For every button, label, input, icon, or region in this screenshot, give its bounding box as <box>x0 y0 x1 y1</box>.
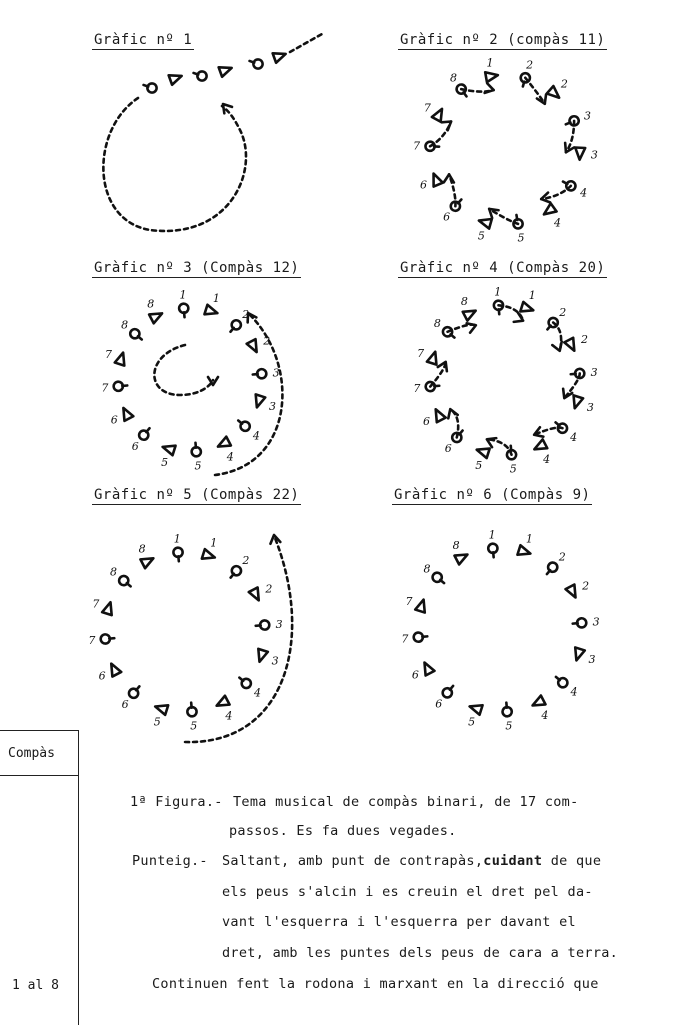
dancer-circle-icon <box>449 196 465 212</box>
dancer-circle-icon <box>142 81 158 94</box>
dancer-circle-icon <box>137 425 153 441</box>
dancer-number-label: 3 <box>587 401 594 414</box>
dancer-circle-icon <box>127 683 143 699</box>
dancer-triangle-icon <box>572 647 585 661</box>
dancer-triangle-icon <box>154 702 168 715</box>
dancer-number-label: 4 <box>569 431 577 444</box>
dancer-number-label: 7 <box>401 632 408 645</box>
graphic-3-diagram <box>85 285 315 485</box>
graphic-5-diagram <box>85 520 315 750</box>
dancer-triangle-icon <box>420 660 434 675</box>
dancer-circle-icon <box>227 564 243 580</box>
dancer-triangle-icon <box>216 437 231 451</box>
dancer-number-label: 8 <box>110 566 117 579</box>
graphic-1-diagram <box>90 20 340 250</box>
measure-column-header: Compàs <box>8 746 55 761</box>
dancer-triangle-icon <box>575 147 586 159</box>
dancer-circle-icon <box>441 683 457 699</box>
dancer-number-label: 8 <box>423 562 430 575</box>
arrowhead-icon <box>514 313 525 325</box>
dancer-number-label: 6 <box>445 442 452 455</box>
dancer-triangle-icon <box>107 661 121 676</box>
dancer-triangle-icon <box>429 172 443 187</box>
dancer-number-label: 6 <box>420 179 427 192</box>
dancer-number-label: 5 <box>190 720 197 733</box>
dancer-number-label: 1 <box>210 536 217 549</box>
dancer-triangle-icon <box>517 545 531 558</box>
dancer-circle-icon <box>543 561 559 577</box>
punteig-line-4: dret, amb les puntes dels peus de cara a terra. <box>222 945 618 961</box>
dancer-number-label: 6 <box>122 698 129 711</box>
dancer-circle-icon <box>248 57 264 70</box>
dancer-circle-icon <box>570 368 584 378</box>
dancer-triangle-icon <box>431 407 445 422</box>
dancer-circle-icon <box>255 620 269 630</box>
dancer-number-label: 5 <box>517 232 524 245</box>
dancer-number-label: 3 <box>269 400 276 413</box>
dancer-circle-icon <box>455 83 470 99</box>
dancer-triangle-icon <box>169 71 184 85</box>
dancer-circle-icon <box>512 214 523 229</box>
dancer-number-label: 6 <box>443 211 450 224</box>
measure-column-divider <box>0 775 78 776</box>
dancer-triangle-icon <box>149 309 164 323</box>
dancer-number-label: 6 <box>111 414 118 427</box>
punteig-line-1-a: Saltant, amb punt de contrapàs, <box>222 853 483 869</box>
dancer-number-label: 4 <box>540 709 548 722</box>
dancer-number-label: 5 <box>475 459 482 472</box>
dancer-circle-icon <box>518 72 531 88</box>
dancer-number-label: 5 <box>510 463 517 476</box>
dancer-number-label: 7 <box>424 101 431 114</box>
dancer-number-label: 4 <box>553 216 561 229</box>
dancer-triangle-icon <box>115 351 128 365</box>
dancer-number-label: 5 <box>478 230 485 243</box>
dancer-circle-icon <box>113 381 127 391</box>
punteig-line-1-c: de que <box>542 853 601 869</box>
graphic-4-diagram <box>395 285 615 485</box>
dancer-number-label: 3 <box>591 148 598 161</box>
dancer-number-label: 2 <box>581 580 589 593</box>
dancer-number-label: 3 <box>591 366 598 379</box>
dancer-triangle-icon <box>102 601 115 615</box>
dancer-number-label: 8 <box>453 539 460 552</box>
dancer-number-label: 1 <box>489 528 496 541</box>
dancer-number-label: 8 <box>139 543 146 556</box>
dancer-triangle-icon <box>530 696 545 710</box>
dancer-circle-icon <box>502 702 512 716</box>
dancer-number-label: 5 <box>154 716 161 729</box>
dancer-triangle-icon <box>204 305 218 318</box>
punteig-line-3: vant l'esquerra i l'esquerra per davant el <box>222 914 576 930</box>
dancer-number-label: 4 <box>252 429 260 442</box>
dancer-number-label: 4 <box>224 709 232 722</box>
spiral-out-path <box>185 538 292 742</box>
figure-description-line-2: passos. Es fa dues vegades. <box>229 823 457 839</box>
graphic-4-title: Gràfic nº 4 (Compàs 20) <box>398 260 607 278</box>
dancer-number-label: 5 <box>505 720 512 733</box>
dancer-triangle-icon <box>475 445 489 458</box>
dancer-number-label: 1 <box>526 532 533 545</box>
dancer-number-label: 2 <box>525 58 533 71</box>
punteig-label: Punteig.- <box>132 853 208 869</box>
dancer-circle-icon <box>187 702 197 716</box>
figure-label: 1ª Figura.- <box>130 794 223 810</box>
dancer-number-label: 8 <box>121 319 128 332</box>
dancer-number-label: 3 <box>272 654 279 667</box>
dancer-number-label: 2 <box>262 334 270 347</box>
dancer-triangle-icon <box>532 439 547 453</box>
dancer-circle-icon <box>413 632 427 642</box>
dancer-triangle-icon <box>570 395 583 409</box>
dancer-circle-icon <box>192 69 208 82</box>
arrowhead-icon <box>485 83 495 95</box>
outer-spiral-path <box>215 315 282 475</box>
dancer-number-label: 2 <box>241 554 249 567</box>
dancer-circle-icon <box>235 417 251 433</box>
dancer-number-label: 6 <box>132 440 139 453</box>
dancer-circle-icon <box>128 327 144 343</box>
measure-range: 1 al 8 <box>12 978 59 993</box>
dancer-number-label: 2 <box>580 333 588 346</box>
dancer-circle-icon <box>564 115 580 129</box>
dancer-circle-icon <box>572 618 586 628</box>
arrowhead-icon <box>219 101 232 114</box>
dancer-number-label: 1 <box>180 288 187 301</box>
dancer-triangle-icon <box>566 585 580 600</box>
dancer-triangle-icon <box>255 649 268 663</box>
dancer-circle-icon <box>252 369 266 379</box>
arrowhead-icon <box>552 342 564 353</box>
dancer-triangle-icon <box>415 598 428 612</box>
dancer-number-label: 1 <box>529 289 536 302</box>
dancer-circle-icon <box>227 318 243 334</box>
graphic-5-title: Gràfic nº 5 (Compàs 22) <box>92 487 301 505</box>
dancer-number-label: 7 <box>101 381 108 394</box>
dancer-number-label: 3 <box>589 653 596 666</box>
dancer-circle-icon <box>544 316 560 332</box>
dancer-number-label: 2 <box>558 306 566 319</box>
dancer-number-label: 3 <box>593 616 600 629</box>
entry-dotted-line <box>290 34 322 52</box>
dancer-number-label: 7 <box>413 382 420 395</box>
dancer-circle-icon <box>431 571 447 587</box>
dancer-number-label: 8 <box>450 72 457 85</box>
dancer-number-label: 1 <box>174 532 181 545</box>
arrowhead-icon <box>444 174 454 182</box>
graphic-1-title: Gràfic nº 1 <box>92 32 194 50</box>
dancer-triangle-icon <box>468 702 482 715</box>
dancer-triangle-icon <box>140 554 155 568</box>
dancer-number-label: 4 <box>570 686 578 699</box>
dancer-number-label: 7 <box>105 348 112 361</box>
dancer-number-label: 8 <box>461 295 468 308</box>
dancer-circle-icon <box>117 574 133 590</box>
dancer-circle-icon <box>179 303 189 317</box>
dancer-number-label: 3 <box>273 367 280 380</box>
punteig-line-1 <box>222 853 601 869</box>
dancer-number-label: 7 <box>88 634 95 647</box>
graphic-3-title: Gràfic nº 3 (Compàs 12) <box>92 260 301 278</box>
dancer-triangle-icon <box>214 696 229 710</box>
dancer-circle-icon <box>236 674 252 690</box>
dancer-triangle-icon <box>202 549 216 562</box>
arrowhead-icon <box>442 118 454 131</box>
dancer-circle-icon <box>173 547 183 561</box>
dancer-number-label: 3 <box>276 618 283 631</box>
dancer-number-label: 2 <box>241 308 249 321</box>
dancer-number-label: 7 <box>405 595 412 608</box>
dancer-circle-icon <box>100 634 114 644</box>
dancer-number-label: 2 <box>558 550 566 563</box>
dancer-triangle-icon <box>432 106 447 121</box>
arrowhead-icon <box>467 321 478 333</box>
dancer-triangle-icon <box>247 339 261 354</box>
dancer-number-label: 6 <box>412 668 419 681</box>
dancer-number-label: 5 <box>194 460 201 473</box>
dancer-circle-icon <box>191 442 201 456</box>
inner-spiral-path <box>154 345 213 395</box>
dancer-number-label: 4 <box>579 187 587 200</box>
dancer-triangle-icon <box>219 63 234 77</box>
graphic-6-diagram <box>385 525 615 745</box>
dancer-number-label: 3 <box>584 109 591 122</box>
dancer-number-label: 5 <box>468 716 475 729</box>
dancer-number-label: 4 <box>253 686 261 699</box>
punteig-line-1-bold: cuidant <box>483 853 542 869</box>
dancer-triangle-icon <box>273 49 288 63</box>
dancer-triangle-icon <box>161 442 175 455</box>
dancer-triangle-icon <box>455 550 470 564</box>
short-arrow-path <box>525 78 544 104</box>
dancer-number-label: 8 <box>434 317 441 330</box>
continue-line: Continuen fent la rodona i marxant en la direcció que <box>152 976 599 992</box>
graphic-2-title: Gràfic nº 2 (compàs 11) <box>398 32 607 50</box>
dancer-triangle-icon <box>520 302 534 315</box>
figure-description-line-1: Tema musical de compàs binari, de 17 com- <box>233 794 579 810</box>
dancer-number-label: 1 <box>494 285 501 298</box>
punteig-line-2: els peus s'alcin i es creuin el dret pel da- <box>222 884 593 900</box>
dancer-number-label: 2 <box>560 77 568 90</box>
dancer-number-label: 5 <box>161 456 168 469</box>
dancer-number-label: 1 <box>213 292 220 305</box>
dancer-circle-icon <box>493 300 503 314</box>
dancer-number-label: 1 <box>487 56 494 69</box>
dancer-circle-icon <box>553 673 569 689</box>
dancer-triangle-icon <box>119 406 133 421</box>
dancer-number-label: 8 <box>147 298 154 311</box>
dancer-circle-icon <box>488 543 498 557</box>
dancer-triangle-icon <box>252 394 265 408</box>
graphic-2-diagram <box>395 55 615 255</box>
dancer-circle-icon <box>561 178 577 193</box>
dancer-triangle-icon <box>249 587 263 602</box>
dancer-number-label: 6 <box>99 669 106 682</box>
dancer-triangle-icon <box>478 216 492 229</box>
dancer-number-label: 7 <box>417 347 424 360</box>
dancer-triangle-icon <box>485 70 499 82</box>
dancer-number-label: 7 <box>92 598 99 611</box>
dancer-triangle-icon <box>427 350 440 364</box>
dancer-number-label: 4 <box>542 453 550 466</box>
dancer-number-label: 7 <box>413 140 420 153</box>
dancer-triangle-icon <box>463 306 478 320</box>
dashed-circle-path <box>103 98 246 231</box>
dancer-number-label: 6 <box>435 698 442 711</box>
dancer-number-label: 6 <box>423 415 430 428</box>
dancer-number-label: 2 <box>264 583 272 596</box>
graphic-6-title: Gràfic nº 6 (Compàs 9) <box>392 487 592 505</box>
dancer-number-label: 4 <box>226 450 234 463</box>
dancer-triangle-icon <box>564 338 578 353</box>
